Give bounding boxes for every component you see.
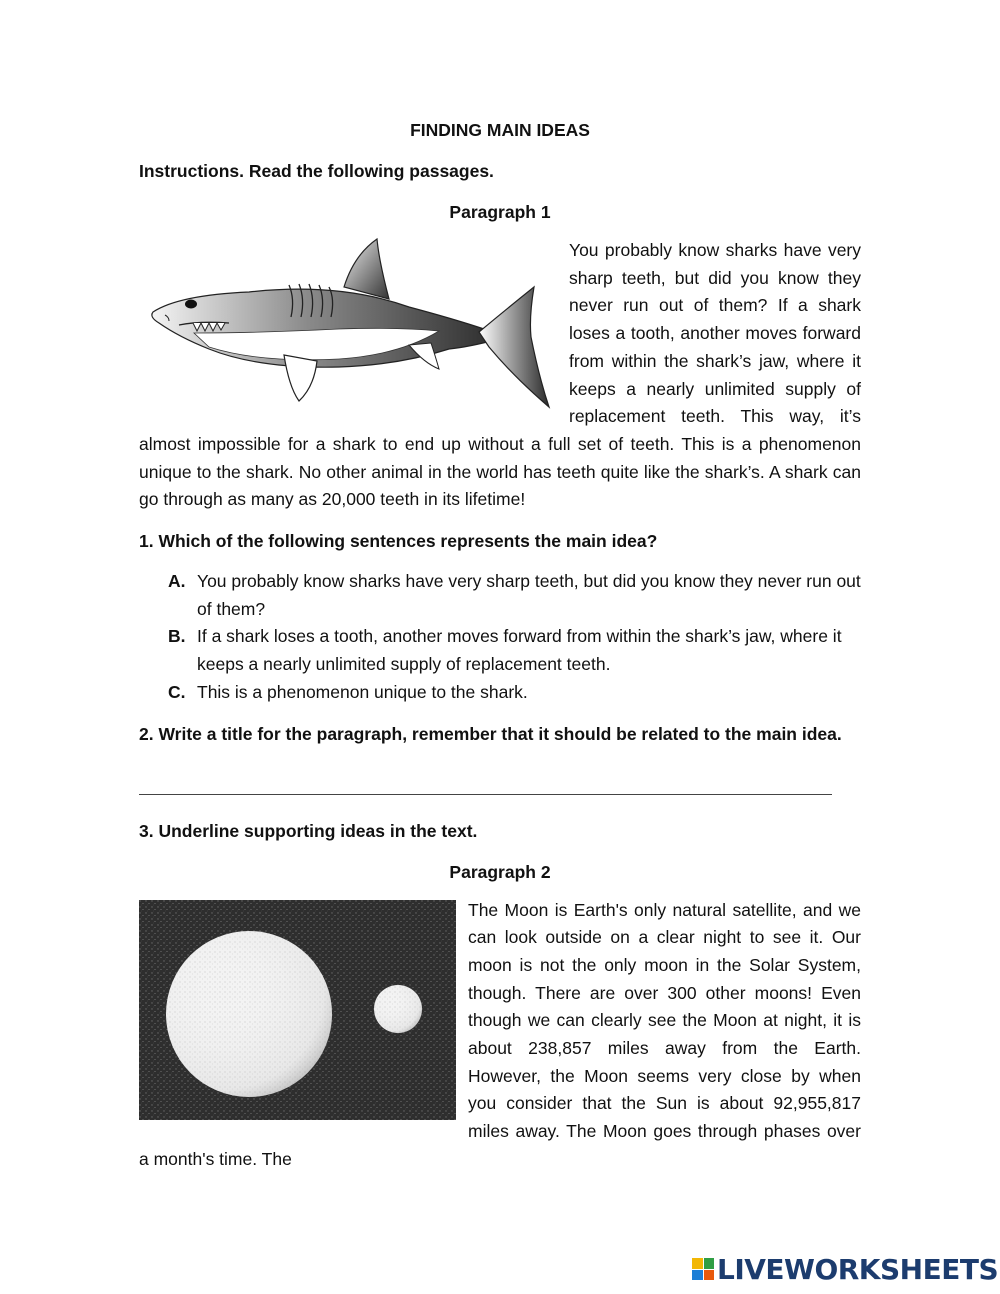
paragraph-1 [139, 237, 861, 514]
liveworksheets-logo [692, 1253, 998, 1285]
paragraph-1-text: You probably know sharks have very sharp teeth, but did you know they never run out of them? If a shark loses a tooth, another moves forward from within the shark’s jaw, where it keeps a nearly unlimited supply of replacement teeth. This way, it’s almost impossible for a shark to end up without a full set of teeth. This is a phenomenon unique to the shark. No other animal in the world has teeth quite like the shark’s. A shark can go through as many as 20,000 teeth in its lifetime! [139, 240, 861, 510]
option-text: If a shark loses a tooth, another moves forward from within the shark’s jaw, where it keeps a nearly unlimited supply of replacement teeth. [197, 626, 842, 675]
question-1-options [168, 568, 861, 707]
option-letter: C. [168, 681, 186, 702]
option-letter: B. [168, 626, 186, 647]
worksheet-page [139, 110, 861, 1174]
shark-illustration [139, 237, 557, 425]
option-c[interactable] [168, 679, 861, 707]
question-1-prompt: 1. Which of the following sentences represents the main idea? [139, 531, 658, 552]
option-letter: A. [168, 571, 186, 592]
instructions: Instructions. Read the following passages. [139, 161, 494, 181]
question-2-prompt: 2. Write a title for the paragraph, remember that it should be related to the main idea. [139, 723, 842, 744]
page-title: FINDING MAIN IDEAS [410, 120, 590, 140]
title-answer-line[interactable] [139, 778, 832, 795]
option-b[interactable] [168, 623, 861, 678]
paragraph-2-heading: Paragraph 2 [449, 861, 551, 882]
paragraph-2-text: The Moon is Earth's only natural satellite, and we can look outside on a clear night to see it. Our moon is not the only moon in the Solar System, though. There are over 300 other moons! Even though we can clearly see the Moon at night, it is about 238,857 miles away from the Earth. However, the Moon seems very close by when you consider that the Sun is about 92,955,817 miles away. The Moon goes through phases over a month's time. The [139, 899, 861, 1169]
option-text: You probably know sharks have very sharp teeth, but did you know they never run out of them? [197, 571, 861, 619]
paragraph-2 [139, 897, 861, 1174]
option-a[interactable] [168, 568, 861, 623]
paragraph-1-heading: Paragraph 1 [449, 202, 551, 222]
brand-name: LIVEWORKSHEETS [717, 1252, 999, 1286]
liveworksheets-icon [692, 1258, 714, 1280]
option-text: This is a phenomenon unique to the shark. [197, 681, 528, 702]
moon-earth-illustration [139, 900, 456, 1120]
question-3-prompt: 3. Underline supporting ideas in the text. [139, 820, 478, 841]
